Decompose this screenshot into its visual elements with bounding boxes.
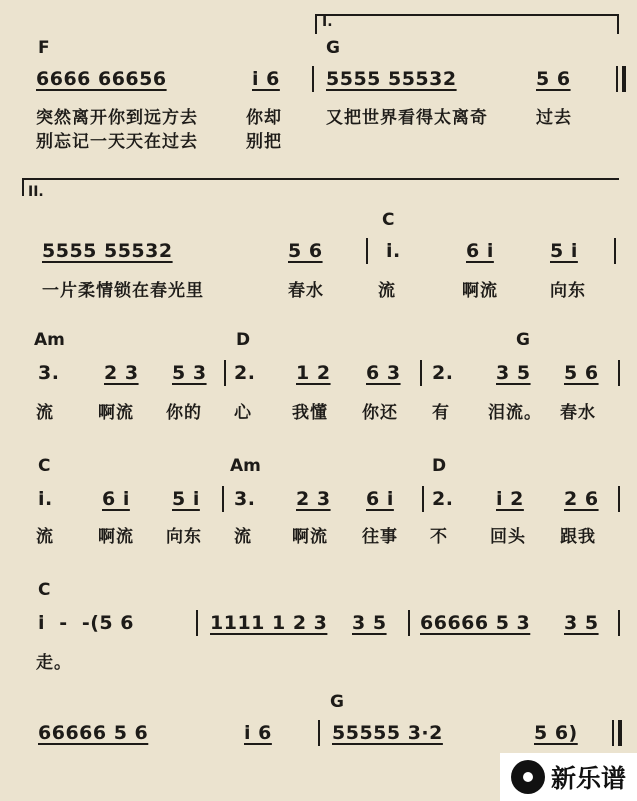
final-barline-thick [618, 720, 622, 746]
first-ending-bracket [315, 14, 619, 34]
notes-l2-c: i. [386, 240, 401, 262]
barline-dotted [196, 610, 198, 636]
barline [614, 238, 616, 264]
repeat-barline [616, 66, 618, 92]
lyric-l3-b: 啊流 [98, 403, 134, 423]
lyric-l3-h: 泪流。 [488, 403, 542, 423]
barline [618, 360, 620, 386]
barline [224, 360, 226, 386]
lyric-l3-e: 我懂 [292, 403, 328, 423]
notes-l4-i: 2 6 [564, 488, 599, 510]
notes-l4-e: 2 3 [296, 488, 331, 510]
second-ending-label: II. [28, 184, 44, 200]
lyric-l4-g: 不 [430, 527, 448, 547]
barline [318, 720, 320, 746]
notes-l4-f: 6 i [366, 488, 394, 510]
notes-l3-d: 2. [234, 362, 256, 384]
barline [408, 610, 410, 636]
barline [618, 486, 620, 512]
barline [422, 486, 424, 512]
lyric-l3-g: 有 [432, 403, 450, 423]
notes-l6-d: 5 6) [534, 722, 578, 744]
lyric-l4-h: 回头 [490, 527, 526, 547]
barline [420, 360, 422, 386]
second-ending-bracket [22, 178, 619, 196]
lyric-l1-d: 过去 [536, 108, 572, 128]
notes-l3-e: 1 2 [296, 362, 331, 384]
notes-l1-a: 6666 66656 [36, 68, 167, 90]
notes-l6-b: i 6 [244, 722, 272, 744]
notes-l3-h: 3 5 [496, 362, 531, 384]
notes-l2-d: 6 i [466, 240, 494, 262]
notes-l5-e: 3 5 [564, 612, 599, 634]
notes-l5-a: i - -(5 6 [38, 612, 134, 634]
lyric-l4-d: 流 [234, 527, 252, 547]
notes-l5-d: 66666 5 3 [420, 612, 531, 634]
lyric-l4-a: 流 [36, 527, 54, 547]
notes-l3-c: 5 3 [172, 362, 207, 384]
final-barline [612, 720, 614, 746]
lyric-l4-b: 啊流 [98, 527, 134, 547]
chord-c: C [38, 580, 51, 600]
lyric-l1-a: 突然离开你到远方去 [36, 108, 198, 128]
lyric-l3-i: 春水 [560, 403, 596, 423]
first-ending-label: I. [322, 14, 333, 30]
lyric-l4-e: 啊流 [292, 527, 328, 547]
lyric-l1-e: 别忘记一天天在过去 [36, 132, 198, 152]
lyric-l3-c: 你的 [166, 403, 202, 423]
notes-l1-b: i 6 [252, 68, 280, 90]
lyric-l5-a: 走。 [36, 653, 72, 673]
lyric-l4-f: 往事 [362, 527, 398, 547]
chord-g: G [516, 330, 530, 350]
notes-l4-d: 3. [234, 488, 256, 510]
lyric-l1-f: 别把 [246, 132, 282, 152]
notes-l4-h: i 2 [496, 488, 524, 510]
chord-c: C [382, 210, 395, 230]
lyric-l4-i: 跟我 [560, 527, 596, 547]
notes-l1-c: 5555 55532 [326, 68, 457, 90]
chord-c: C [38, 456, 51, 476]
chord-g: G [326, 38, 340, 58]
barline [312, 66, 314, 92]
chord-am: Am [230, 456, 261, 476]
lyric-l2-e: 向东 [550, 281, 586, 301]
chord-d: D [236, 330, 251, 350]
notes-l3-f: 6 3 [366, 362, 401, 384]
notes-l4-g: 2. [432, 488, 454, 510]
barline [618, 610, 620, 636]
notes-l3-i: 5 6 [564, 362, 599, 384]
chord-d: D [432, 456, 447, 476]
notes-l6-a: 66666 5 6 [38, 722, 149, 744]
chord-f: F [38, 38, 50, 58]
notes-l3-a: 3. [38, 362, 60, 384]
lyric-l2-d: 啊流 [462, 281, 498, 301]
notes-l6-c: 55555 3·2 [332, 722, 443, 744]
lyric-l2-c: 流 [378, 281, 396, 301]
lyric-l3-d: 心 [234, 403, 252, 423]
notes-l2-a: 5555 55532 [42, 240, 173, 262]
lyric-l2-a: 一片柔情锁在春光里 [42, 281, 204, 301]
notes-l4-c: 5 i [172, 488, 200, 510]
notes-l3-g: 2. [432, 362, 454, 384]
notes-l1-d: 5 6 [536, 68, 571, 90]
lyric-l1-b: 你却 [246, 108, 282, 128]
notes-l5-b: 1111 1 2 3 [210, 612, 328, 634]
notes-l2-b: 5 6 [288, 240, 323, 262]
barline [366, 238, 368, 264]
lyric-l1-c: 又把世界看得太离奇 [326, 108, 488, 128]
repeat-barline-thick [622, 66, 626, 92]
lyric-l4-c: 向东 [166, 527, 202, 547]
barline [222, 486, 224, 512]
notes-l4-a: i. [38, 488, 53, 510]
notes-l5-c: 3 5 [352, 612, 387, 634]
logo-text: 新乐谱 [550, 764, 626, 793]
notes-l3-b: 2 3 [104, 362, 139, 384]
lyric-l3-f: 你还 [362, 403, 398, 423]
record-disc-icon [511, 760, 545, 794]
chord-am: Am [34, 330, 65, 350]
lyric-l2-b: 春水 [288, 281, 324, 301]
lyric-l3-a: 流 [36, 403, 54, 423]
notes-l2-e: 5 i [550, 240, 578, 262]
site-logo [500, 753, 637, 801]
chord-g: G [330, 692, 344, 712]
notes-l4-b: 6 i [102, 488, 130, 510]
